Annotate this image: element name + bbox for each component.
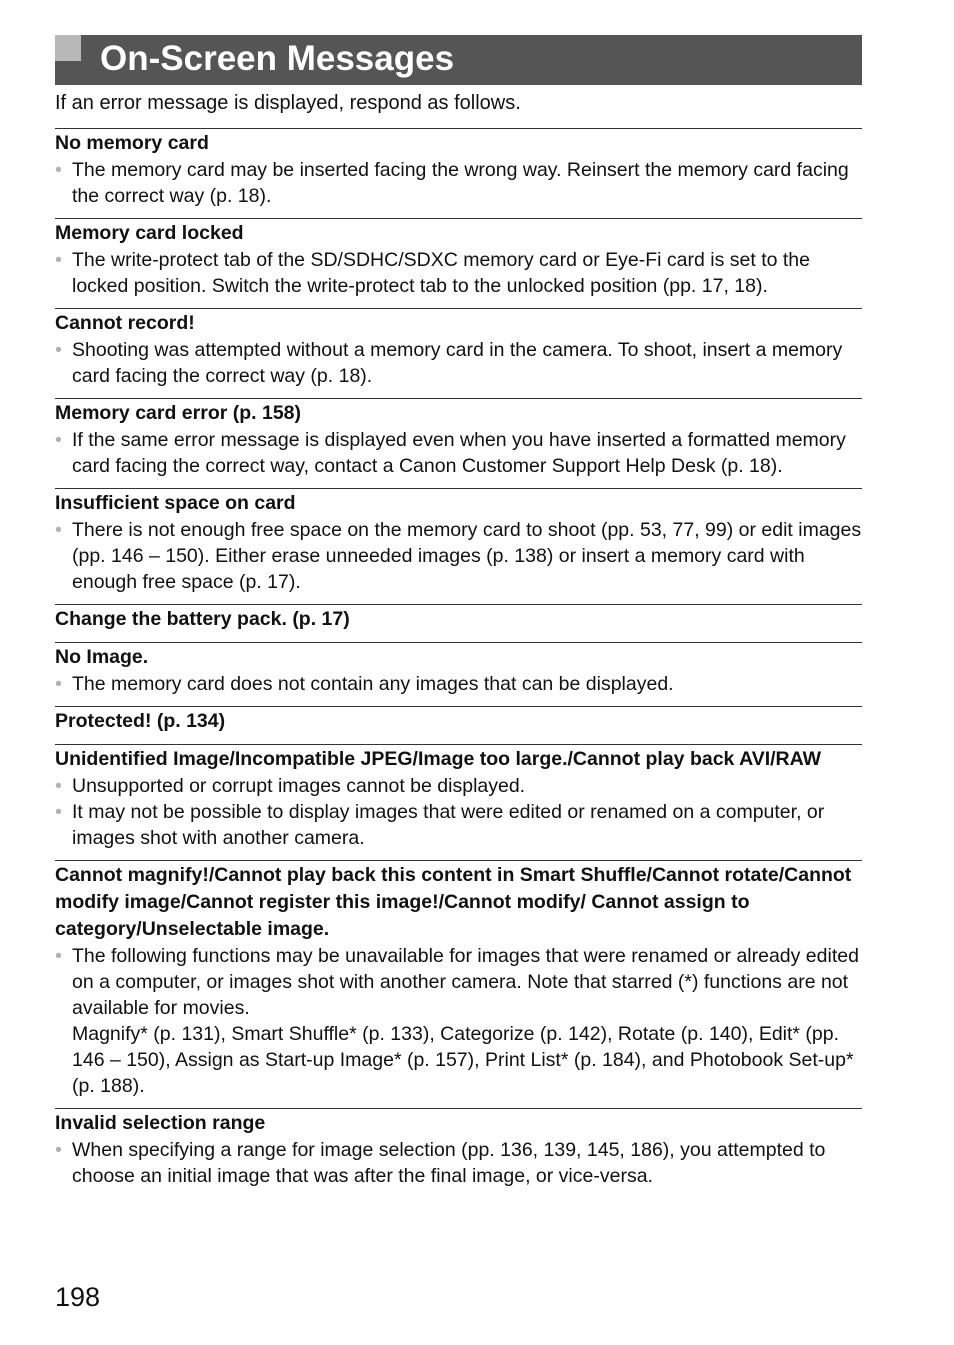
message-heading: Memory card locked (55, 222, 244, 244)
bullet-icon: • (55, 775, 62, 797)
bullet-icon: • (55, 673, 62, 695)
message-heading: Insufficient space on card (55, 492, 296, 514)
message-section (55, 706, 862, 744)
bullet-item (55, 1137, 862, 1189)
bullet-item (55, 427, 862, 479)
bullet-list (55, 671, 862, 697)
message-heading: Protected! (p. 134) (55, 710, 226, 732)
bullet-text: If the same error message is displayed even when you have inserted a formatted memory card facing the correct way, contact a Canon Customer Support Help Desk (p. 18). (72, 429, 846, 477)
bullet-item (55, 773, 862, 799)
bullet-icon: • (55, 945, 62, 967)
bullet-item (55, 247, 862, 299)
bullet-icon: • (55, 339, 62, 361)
title-square-icon (55, 35, 81, 61)
bullet-icon: • (55, 519, 62, 541)
bullet-text: The following functions may be unavailable for images that were renamed or already edited on a computer, or images shot with another camera. Note that starred (*) functions are not available for movies. (72, 945, 859, 1019)
function-list-text: Magnify* (p. 131), Smart Shuffle* (p. 133), Categorize (p. 142), Rotate (p. 140), Edit* (pp. 146 – 150), Assign as Start-up Image* (p. 157), Print List* (p. 184), and Photobook Set-up* (p. 188). (72, 1023, 854, 1097)
message-heading: No memory card (55, 132, 209, 154)
message-section (55, 308, 862, 398)
message-section (55, 860, 862, 1108)
page-title: On-Screen Messages (100, 39, 455, 78)
bullet-list (55, 247, 862, 299)
bullet-icon: • (55, 801, 62, 823)
bullet-item (55, 157, 862, 209)
bullet-text: It may not be possible to display images that were edited or renamed on a computer, or images shot with another camera. (72, 801, 825, 849)
bullet-text: The memory card does not contain any images that can be displayed. (72, 673, 674, 695)
message-section (55, 744, 862, 860)
bullet-item (55, 337, 862, 389)
bullet-text: The memory card may be inserted facing the wrong way. Reinsert the memory card facing the correct way (p. 18). (72, 159, 849, 207)
page-number: 198 (55, 1282, 101, 1312)
bullet-icon: • (55, 1139, 62, 1161)
bullet-text: The write-protect tab of the SD/SDHC/SDXC memory card or Eye-Fi card is set to the locked position. Switch the write-protect tab to the unlocked position (pp. 17, 18). (72, 249, 810, 297)
bullet-icon: • (55, 159, 62, 181)
message-heading: Change the battery pack. (p. 17) (55, 608, 350, 630)
bullet-list (55, 337, 862, 389)
bullet-item (55, 943, 862, 1099)
bullet-list (55, 1137, 862, 1189)
bullet-item (55, 517, 862, 595)
bullet-item (55, 671, 862, 697)
bullet-text: There is not enough free space on the memory card to shoot (pp. 53, 77, 99) or edit images (pp. 146 – 150). Either erase unneeded images (p. 138) or insert a memory card with enough free space (p. 17). (72, 519, 862, 593)
message-section (55, 1108, 862, 1198)
bullet-list (55, 427, 862, 479)
message-heading: Unidentified Image/Incompatible JPEG/Image too large./Cannot play back AVI/RAW (55, 748, 822, 770)
message-heading: No Image. (55, 646, 149, 668)
bullet-text: When specifying a range for image selection (pp. 136, 139, 145, 186), you attempted to choose an initial image that was after the final image, or vice-versa. (72, 1139, 826, 1187)
message-section (55, 642, 862, 706)
message-section (55, 218, 862, 308)
message-heading: Invalid selection range (55, 1112, 266, 1134)
message-list (55, 128, 862, 1198)
bullet-list (55, 157, 862, 209)
intro-text: If an error message is displayed, respond as follows. (55, 92, 521, 114)
bullet-item (55, 799, 862, 851)
bullet-list (55, 517, 862, 595)
bullet-list (55, 773, 862, 851)
bullet-icon: • (55, 429, 62, 451)
message-heading: Memory card error (p. 158) (55, 402, 302, 424)
message-section (55, 604, 862, 642)
message-section (55, 488, 862, 604)
message-section (55, 398, 862, 488)
message-section (55, 128, 862, 218)
message-heading: Cannot record! (55, 312, 195, 334)
message-heading: Cannot magnify!/Cannot play back this content in Smart Shuffle/Cannot rotate/Cannot modify image/Cannot register this image!/Cannot modify/ Cannot assign to category/Unselectable image. (55, 864, 852, 940)
bullet-list (55, 943, 862, 1099)
bullet-icon: • (55, 249, 62, 271)
bullet-text: Unsupported or corrupt images cannot be displayed. (72, 775, 526, 797)
bullet-text: Shooting was attempted without a memory card in the camera. To shoot, insert a memory card facing the correct way (p. 18). (72, 339, 843, 387)
